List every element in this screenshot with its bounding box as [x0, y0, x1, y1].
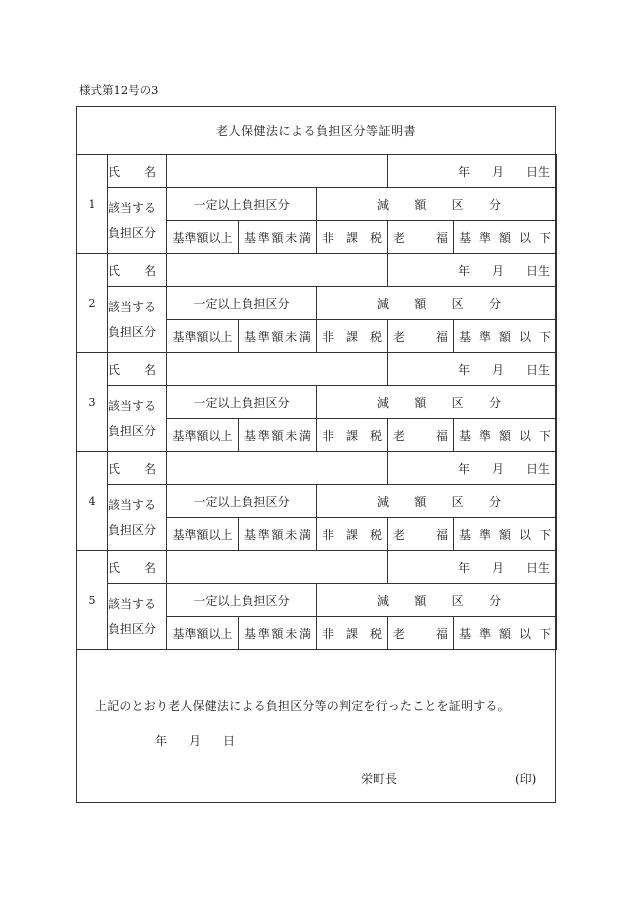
option-below-standard[interactable]: 基 準 額 未 満	[239, 617, 317, 650]
entry-number: 1	[77, 155, 108, 254]
category-label-line2: 負担区分	[108, 621, 157, 636]
birth-day-label: 日生	[526, 362, 551, 377]
birth-year-label: 年	[457, 362, 470, 377]
category-label	[108, 287, 167, 353]
reduced-header-char-4: 分	[488, 494, 501, 509]
name-field[interactable]	[167, 551, 388, 584]
birth-day-label: 日生	[526, 164, 551, 179]
category-label-line2: 負担区分	[108, 324, 157, 339]
name-field[interactable]	[167, 353, 388, 386]
entry-name-row	[77, 254, 557, 287]
option-nontaxable[interactable]: 非 課 税	[317, 617, 388, 650]
reduced-header	[317, 287, 557, 320]
entry-number: 5	[77, 551, 108, 650]
birthdate-field[interactable]	[388, 155, 557, 188]
category-label-line1: 該当する	[108, 398, 157, 413]
issue-year-label: 年	[155, 734, 168, 748]
category-label-line2: 負担区分	[108, 225, 157, 240]
entry-number: 3	[77, 353, 108, 452]
option-above-standard[interactable]: 基準額以上	[167, 221, 239, 254]
option-below-standard[interactable]: 基 準 額 未 満	[239, 221, 317, 254]
reduced-header	[317, 386, 557, 419]
birth-year-label: 年	[457, 263, 470, 278]
reduced-header-char-1: 減	[377, 197, 390, 212]
option-nontaxable[interactable]: 非 課 税	[317, 320, 388, 353]
reduced-header-char-1: 減	[377, 494, 390, 509]
fixed-above-header: 一定以上負担区分	[167, 485, 317, 518]
entry-category-header-row	[77, 386, 557, 419]
name-label-1: 氏	[108, 461, 121, 476]
reduced-header-char-3: 区	[451, 296, 464, 311]
reduced-header-char-2: 額	[414, 494, 427, 509]
option-below-standard[interactable]: 基 準 額 未 満	[239, 320, 317, 353]
name-label	[108, 452, 167, 485]
birth-month-label: 月	[492, 461, 505, 476]
name-label	[108, 353, 167, 386]
name-label-2: 名	[144, 560, 157, 575]
form-title: 老人保健法による負担区分等証明書	[215, 124, 416, 138]
category-label-line2: 負担区分	[108, 522, 157, 537]
birth-year-label: 年	[457, 461, 470, 476]
category-label	[108, 188, 167, 254]
birth-month-label: 月	[492, 263, 505, 278]
name-field[interactable]	[167, 254, 388, 287]
category-label	[108, 584, 167, 650]
reduced-header	[317, 584, 557, 617]
reduced-header-char-4: 分	[488, 593, 501, 608]
entry-number: 4	[77, 452, 108, 551]
option-nontaxable[interactable]: 非 課 税	[317, 419, 388, 452]
name-label-2: 名	[144, 362, 157, 377]
category-label-line1: 該当する	[108, 200, 157, 215]
birth-day-label: 日生	[526, 263, 551, 278]
birthdate-field[interactable]	[388, 353, 557, 386]
name-label-1: 氏	[108, 164, 121, 179]
option-above-standard[interactable]: 基準額以上	[167, 617, 239, 650]
name-field[interactable]	[167, 452, 388, 485]
certification-statement: 上記のとおり老人保健法による負担区分等の判定を行ったことを証明する。	[95, 699, 510, 713]
birth-year-label: 年	[457, 164, 470, 179]
fixed-above-header: 一定以上負担区分	[167, 584, 317, 617]
birthdate-field[interactable]	[388, 551, 557, 584]
birth-day-label: 日生	[526, 461, 551, 476]
category-label-line1: 該当する	[108, 299, 157, 314]
entry-category-header-row	[77, 584, 557, 617]
name-label-2: 名	[144, 164, 157, 179]
entry-category-header-row	[77, 188, 557, 221]
category-label-line1: 該当する	[108, 497, 157, 512]
entry-category-header-row	[77, 287, 557, 320]
name-label	[108, 155, 167, 188]
option-welfare[interactable]: 老 福	[388, 221, 454, 254]
category-label-line2: 負担区分	[108, 423, 157, 438]
option-standard-or-below[interactable]: 基 準 額 以 下	[454, 419, 557, 452]
entry-name-row	[77, 353, 557, 386]
birthdate-field[interactable]	[388, 254, 557, 287]
option-below-standard[interactable]: 基 準 額 未 満	[239, 419, 317, 452]
entry-name-row	[77, 155, 557, 188]
reduced-header-char-4: 分	[488, 197, 501, 212]
entry-name-row	[77, 551, 557, 584]
reduced-header	[317, 485, 557, 518]
reduced-header	[317, 188, 557, 221]
name-label-1: 氏	[108, 263, 121, 278]
category-label	[108, 485, 167, 551]
reduced-header-char-2: 額	[414, 197, 427, 212]
category-label-line1: 該当する	[108, 596, 157, 611]
name-field[interactable]	[167, 155, 388, 188]
seal-mark: (印)	[515, 772, 537, 786]
entry-category-header-row	[77, 485, 557, 518]
name-label	[108, 254, 167, 287]
issue-day-label: 日	[223, 734, 236, 748]
option-welfare[interactable]: 老 福	[388, 320, 454, 353]
name-label-1: 氏	[108, 362, 121, 377]
entry-number: 2	[77, 254, 108, 353]
option-standard-or-below[interactable]: 基 準 額 以 下	[454, 221, 557, 254]
name-label	[108, 551, 167, 584]
reduced-header-char-3: 区	[451, 593, 464, 608]
fixed-above-header: 一定以上負担区分	[167, 188, 317, 221]
certificate-form	[76, 106, 556, 803]
option-standard-or-below[interactable]: 基 準 額 以 下	[454, 617, 557, 650]
reduced-header-char-4: 分	[488, 296, 501, 311]
option-welfare[interactable]: 老 福	[388, 518, 454, 551]
birth-year-label: 年	[457, 560, 470, 575]
option-standard-or-below[interactable]: 基 準 額 以 下	[454, 518, 557, 551]
option-standard-or-below[interactable]: 基 準 額 以 下	[454, 320, 557, 353]
name-label-2: 名	[144, 461, 157, 476]
name-label-2: 名	[144, 263, 157, 278]
birth-month-label: 月	[492, 560, 505, 575]
entry-name-row	[77, 452, 557, 485]
option-nontaxable[interactable]: 非 課 税	[317, 518, 388, 551]
reduced-header-char-2: 額	[414, 296, 427, 311]
form-number: 様式第12号の3	[79, 83, 159, 97]
option-below-standard[interactable]: 基 準 額 未 満	[239, 518, 317, 551]
issue-month-label: 月	[189, 734, 202, 748]
issue-date	[155, 732, 235, 749]
reduced-header-char-4: 分	[488, 395, 501, 410]
reduced-header-char-3: 区	[451, 197, 464, 212]
reduced-header-char-2: 額	[414, 395, 427, 410]
category-label	[108, 386, 167, 452]
signatory: 栄町長	[361, 772, 398, 786]
option-above-standard[interactable]: 基準額以上	[167, 320, 239, 353]
birth-month-label: 月	[492, 362, 505, 377]
fixed-above-header: 一定以上負担区分	[167, 287, 317, 320]
option-above-standard[interactable]: 基準額以上	[167, 518, 239, 551]
reduced-header-char-1: 減	[377, 296, 390, 311]
reduced-header-char-3: 区	[451, 494, 464, 509]
birth-day-label: 日生	[526, 560, 551, 575]
option-welfare[interactable]: 老 福	[388, 419, 454, 452]
name-label-1: 氏	[108, 560, 121, 575]
reduced-header-char-2: 額	[414, 593, 427, 608]
fixed-above-header: 一定以上負担区分	[167, 386, 317, 419]
option-above-standard[interactable]: 基準額以上	[167, 419, 239, 452]
entries-table	[76, 154, 557, 650]
birth-month-label: 月	[492, 164, 505, 179]
option-welfare[interactable]: 老 福	[388, 617, 454, 650]
option-nontaxable[interactable]: 非 課 税	[317, 221, 388, 254]
reduced-header-char-1: 減	[377, 395, 390, 410]
birthdate-field[interactable]	[388, 452, 557, 485]
reduced-header-char-3: 区	[451, 395, 464, 410]
reduced-header-char-1: 減	[377, 593, 390, 608]
